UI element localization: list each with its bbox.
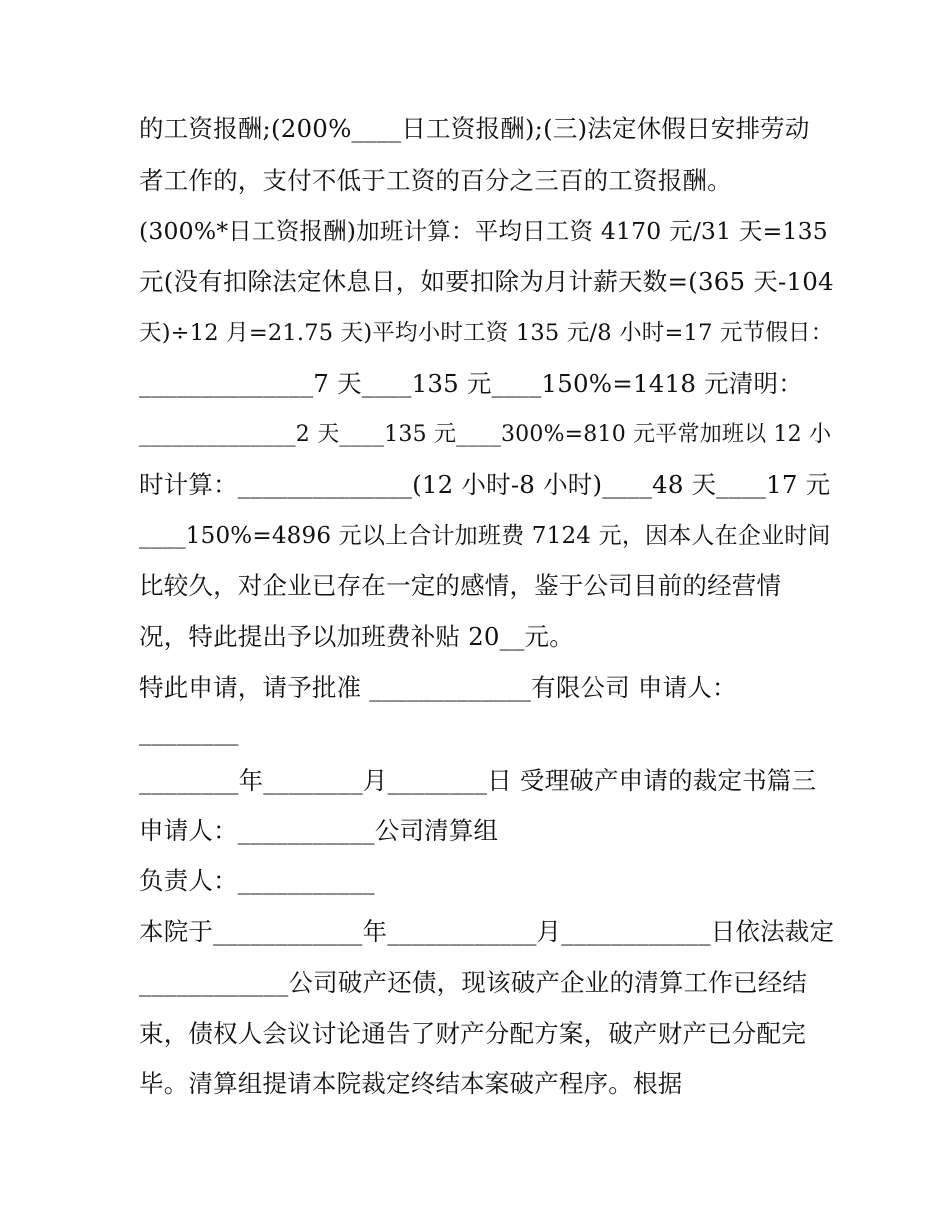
text-line: 的工资报酬;(200%____日工资报酬);(三)法定休假日安排劳动: [139, 114, 810, 143]
text-line: ____150%=4896 元以上合计加班费 7124 元，因本人在企业时间: [139, 523, 831, 549]
text-line: 申请人：___________公司清算组: [139, 816, 499, 845]
text-line: 特此申请，请予批准 _____________有限公司 申请人：: [139, 673, 737, 702]
text-line: 毕。清算组提请本院裁定终结本案破产程序。根据: [139, 1069, 683, 1098]
text-line: 况，特此提出予以加班费补贴 20__元。: [139, 622, 574, 651]
text-line: 者工作的，支付不低于工资的百分之三百的工资报酬。: [139, 166, 732, 195]
signature-blank: ________: [139, 717, 239, 746]
text-line: 比较久，对企业已存在一定的感情，鉴于公司目前的经营情: [139, 571, 782, 600]
text-line: 负责人：___________: [139, 866, 375, 895]
text-line: ______________2 天____135 元____300%=810 元平常加班以 12 小: [139, 422, 832, 447]
text-line: ______________7 天____135 元____150%=1418 元清明：: [139, 369, 803, 398]
text-line: 天)÷12 月=21.75 天)平均小时工资 135 元/8 小时=17 元节假日：: [139, 320, 834, 346]
text-line: 元(没有扣除法定休息日，如要扣除为月计薪天数=(365 天-104: [139, 267, 834, 296]
text-line: (300%*日工资报酬)加班计算：平均日工资 4170 元/31 天=135: [139, 217, 828, 245]
text-line: 束，债权人会议讨论通告了财产分配方案，破产财产已分配完: [139, 1019, 806, 1048]
text-line: ____________公司破产还债，现该破产企业的清算工作已经结: [139, 968, 808, 997]
text-line: 本院于____________年____________月____________日依法裁定: [139, 917, 835, 946]
text-line: ________年________月________日 受理破产申请的裁定书篇三: [139, 766, 817, 795]
text-line: 时计算：______________(12 小时-8 小时)____48 天____17 元: [139, 470, 831, 499]
